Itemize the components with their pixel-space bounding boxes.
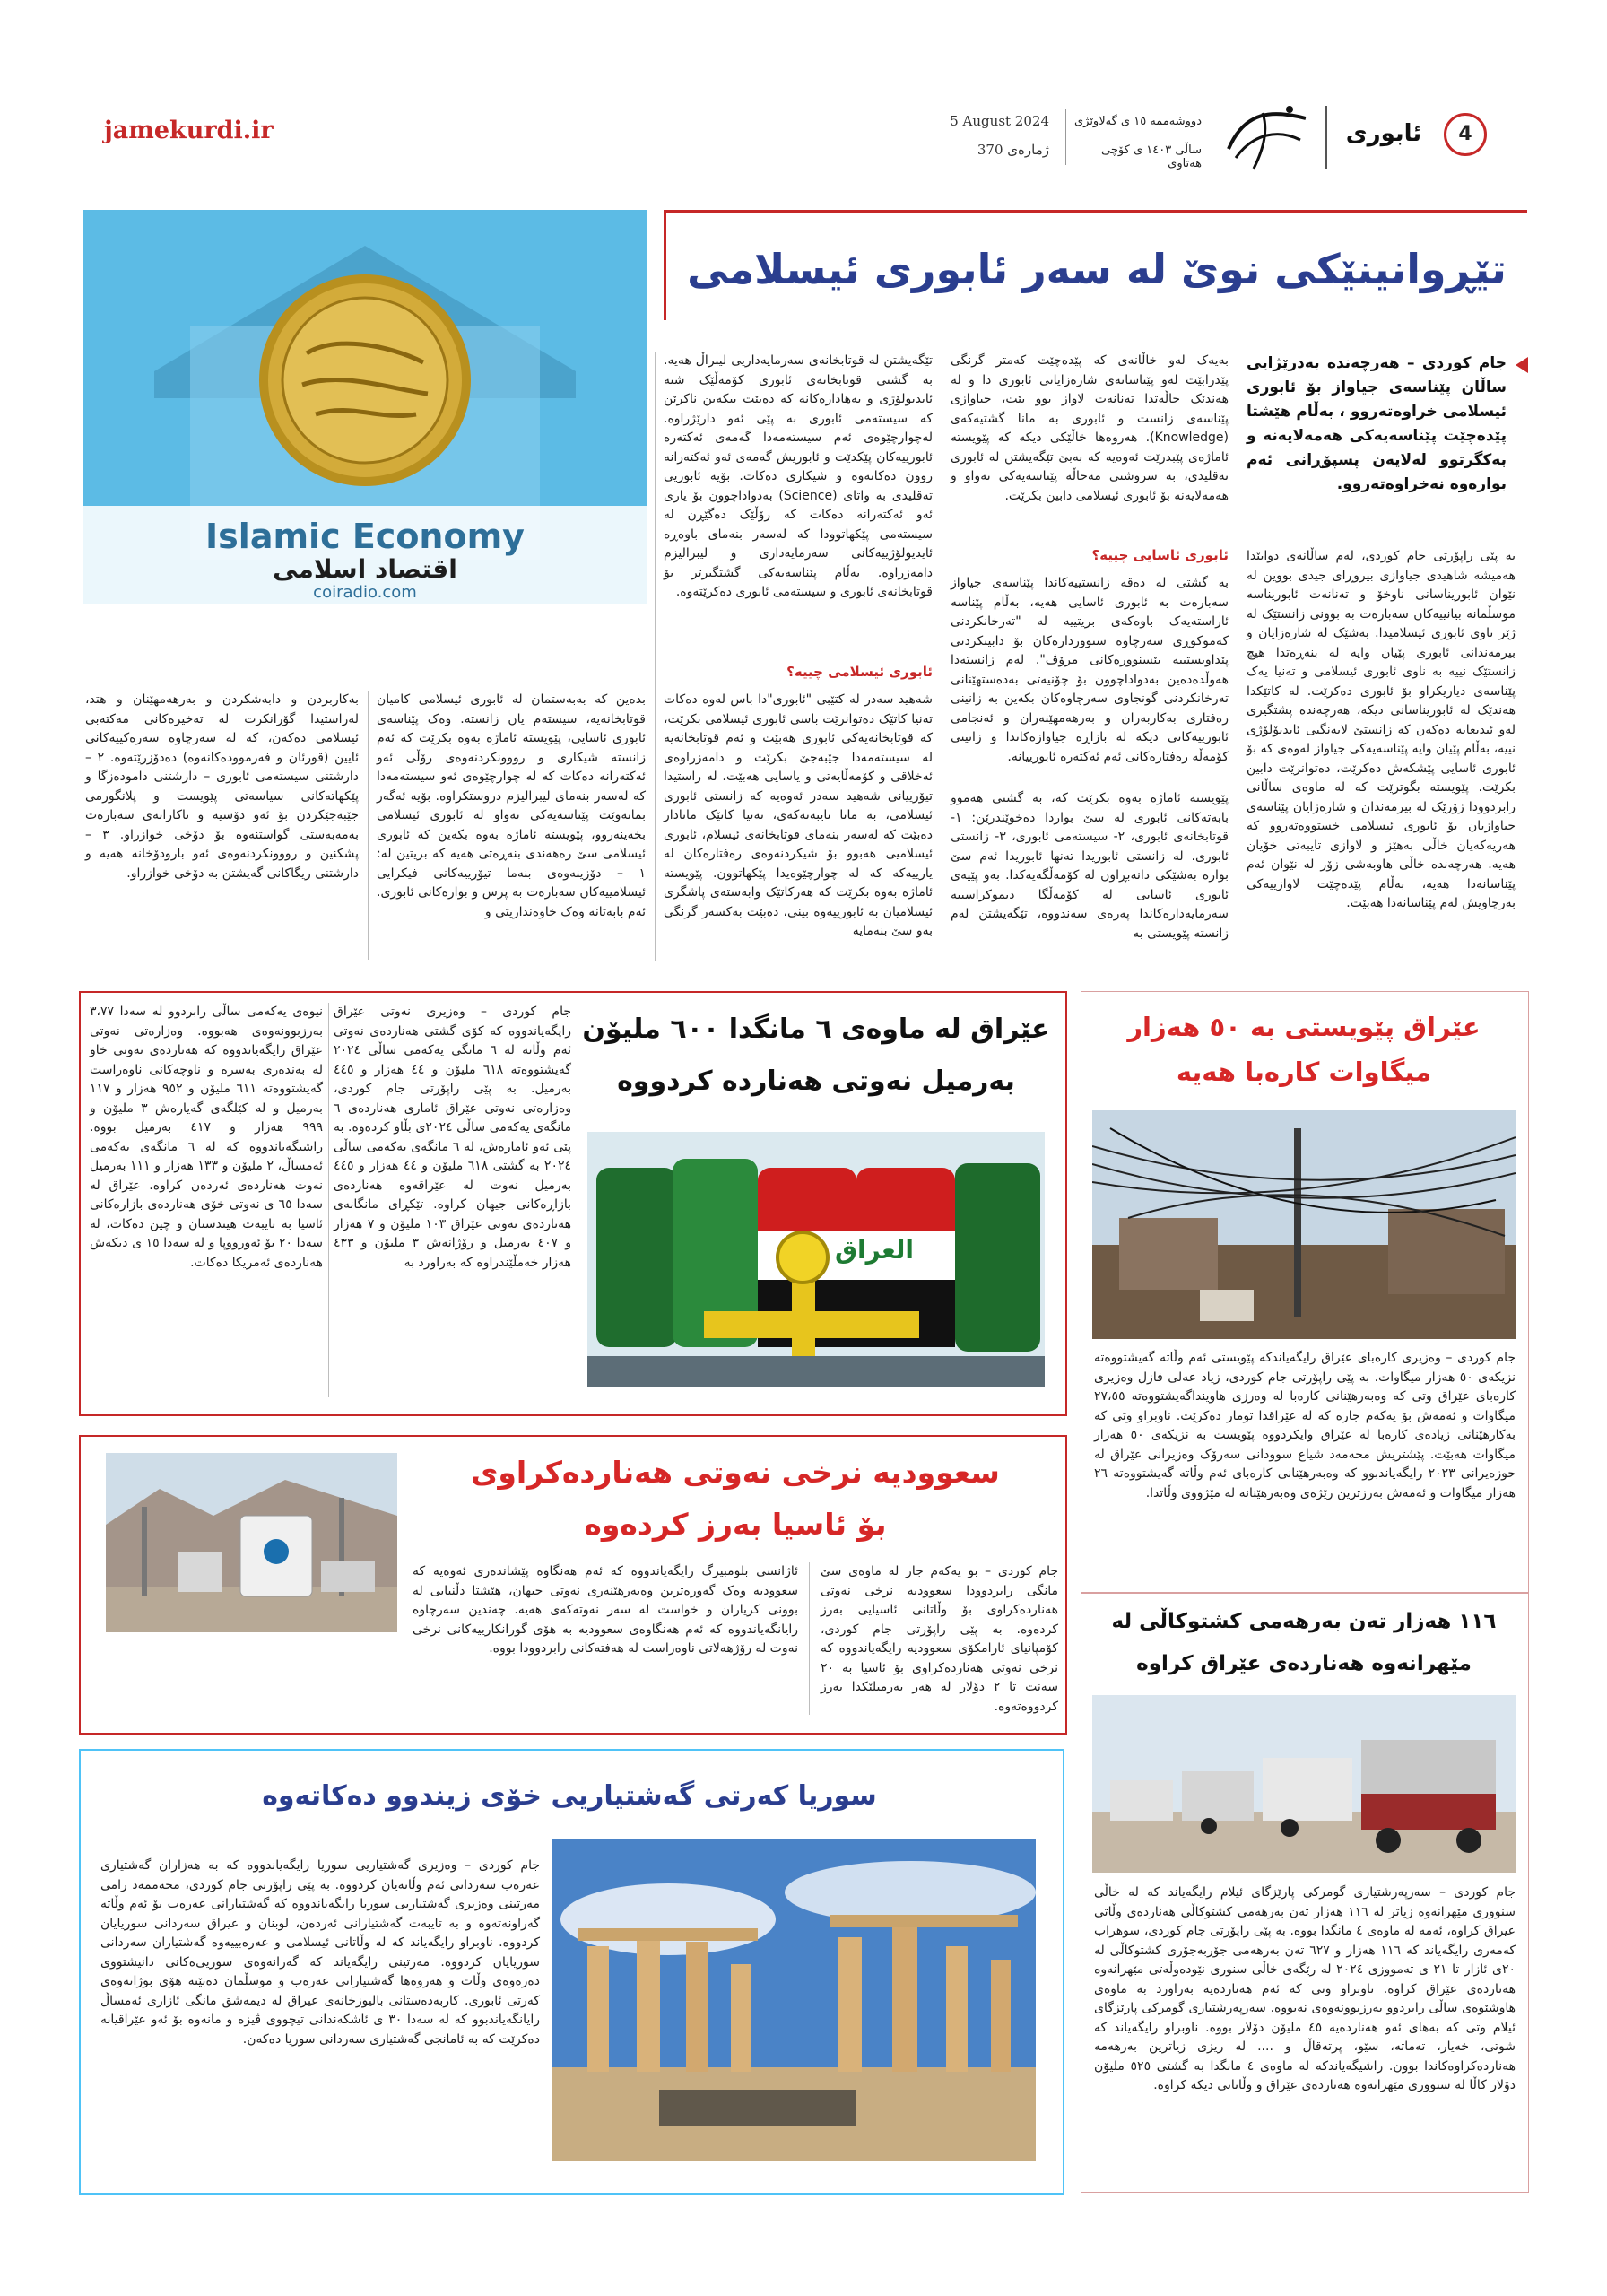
- article3-body: جام کوردی – وەزیری کارەبای عێراق رایگەیاندکە پێویستی ئەم وڵاتە گەیشتووەتە نزیکەی ٥٠ هەزار میگاوات. بە پێی راپۆرتی جام کوردی، زیاد عەلی فازل وەزیری کارەبای عێراق وتی کە وەبەرهێنانی کارەبا لە وەرزی هاوینداگەیشتووەتە ٢٧،٥٥ میگاوات و ئەمەش بۆ یەکەم جارە کە لە عێراقدا تومار دەکرێت. ناوبراو وتی کە بەکارهێنانی زیادەی کارەبا لە عێراق وایکردووە پێویست بە نزیکەی ٥٠ هەزار میگاوات هەبێت. پێشتریش محەمەد شیاع سوودانی سەرۆک وەزیرانی عێراق لە حوزەیرانی ٢٠٢٣ رایگەیاندبوو کە وەبەرهێنانی کارەبای ئەم وڵاتە گەیشتووەتە ٢٦ هەزار میگاوات و ئەمەش بەرزترین رێژەی وەبەرهێنانە لە مێژووی وڵاتدا.: [1094, 1351, 1516, 1500]
- article1-col4: بدەین کە بەبەستمان لە ئابوری ئیسلامی کامیان قوتابخانەیە، سیستەم یان زانستە. وەک پێناسەی ئابوری ئاسایی، پێویستە ئاماژە بەوە بکرێت کە ئەم زانستە شیکاری و رووونکردنەوەی رۆڵی ئەو ئەکتەرانە دەکات کە لە چوارچێوەی ئەو سیستەمەدا کە لەسەر بنەمای لیبرالیزم دروستکراوە. بۆیە ئەگەر بمانەوێت پێناسەیەکی تەواو لە ئابوری ئیسلامی بخەینەروو، پێویستە ئاماژە بەوە بکەین کە ئابوری ئیسلامی سێ رەهەندی بنەڕەتی هەیە کە بریتین لە: ١ – دۆزینەوەی بنەما تیۆرییەکانی فیکرایی ئیسلامییەکان سەبارەت بە پرس و بوارەکانی ئابوری. ئەم بابەتانە وەک خاوەنداریتی و: [377, 692, 646, 919]
- page-number: 4: [1458, 123, 1472, 145]
- article4-col2: ئاژانسی بلومبیرگ رایگەیاندووە کە ئەم هەنگاوە پێشاندەری ئەوەیە کە سعوودیە وەک گەورەترین وەبەرهێنەری نەوتی جیهان، هێشتا دڵنیایی لە بوونی کریاران و خواست لە سەر نەوتەکەی هەیە. چەندین سەرچاوە رایانگەیاندووە کە ئەم هەنگاوەی سعوودیە بە هۆی گورانکارییەکانی نرخی نەوت لە رۆژهەلاتی ناوەراست لە هەفتەکانی رابردوودا بووە.: [413, 1564, 798, 1656]
- issue-number: ژمارەی 370: [977, 142, 1049, 158]
- article1-col2: بەیەک لەو خاڵانەی کە پێدەچێت کەمتر گرنگی پێدرابێت لەو پێناسانەی شارەزایانی ئابوری دا و لە هەندێک حاڵەتدا تەنانەت لاواز بوو بێت، جیاوازی پێناسەی زانست و ئابوری بە مانا گشتیەکەی (Knowledge). هەروەها خاڵێکی دیکە کە پێویستە ئاماژەی پێبدرێت ئەوەیە کە بەبێ تێگەیشتن لە ئابوری تەقلیدی، بە سروشتی مەحاڵە پێناسەیەکی تەواو و هەمەلایەنە بۆ ئابوری ئیسلامی دابین بکرێت.: [951, 353, 1229, 503]
- image-caption-site: coiradio.com: [313, 583, 417, 602]
- oil-barrels-image: [587, 1132, 1045, 1387]
- article2-title-2: بەرمیل نەوتی هەناردە کردووە: [617, 1065, 1015, 1097]
- article1-col3: تێگەیشتن لە قوتابخانەی سەرمایەداریی لیبراڵ هەیە. بە گشتی قوتابخانەی ئابوری کۆمەڵێک شتە ئایدیولۆژی و بەهادارەکانە کە دەبێت بیکەین ناکرێن کە سیستەمی ئابوری بە پێی ئەو دارێژراوە. لەچوارچێوەی ئەم سیستەمەدا گەمەی ئەکتەرە ئابورییەکان پێکدێت و ئابوریش گەمەی ئەو ئەکتەرانە روون دەکاتەوە و شیکاری دەکات. بۆیە ئابوریی تەقلیدی بە واتای (Science) بەدواداچوون بۆ یاری ئەو ئەکتەرانە دەکات کە رۆڵێک دەگێڕن لە سیستەمی پێکهاتوودا کە لەسەر بنەمای باوەڕە ئایدیولۆژییەکانی سەرمایەداری و لیبرالیزم دامەزراوە. بەڵام پێناسەیەکی گشتگیرتر بۆ قوتابخانەی ئابوری و سیستەمی ئابوری دەکرێتەوە.: [664, 353, 933, 599]
- trucks-illustration: [1092, 1695, 1516, 1873]
- col-divider: [328, 1003, 329, 1397]
- newspaper-logo: [1218, 93, 1316, 174]
- article1-col5: بەکاربردن و دابەشکردن و بەرهەمهێنان و هتد، لەراستیدا گۆرانکرت لە تەخیرەکانی مەکتەبی ئیسلامی دەکەن، کە لە سەرچاوە سەرەکییەکانی ئایین (قورئان و فەرموودەکانەوە) دەدۆزرێتەوە. ٢ – دارشتنی سیستەمی ئابوری – دارشتنی دامودەزگا و پێکهاتەکانی سیاسەتی پێویست و پلانگورمی جێبەجێکردن بۆ ئەو دۆسیە و ناکارانەی سەبارەت بەمەبەستی گواستنەوە بۆ دۆخی خوازراو. ٣ – پشکنین و رووونکردنەوەی ئەو بارودۆخانە هەیە و دارشتنی ریگاکانی گەیشتن بە دۆخی خوازراو.: [85, 692, 359, 881]
- article5-title-1: ١١٦ هەزار تەن بەرهەمی کشتوکاڵی لە: [1111, 1610, 1497, 1633]
- article6-body: جام کوردی – وەزیری گەشتیاریی سوریا رایگەیاندووە کە بە هەزاران گەشتیاری عەرەب سەردانی ئەم وڵاتەیان کردووە. بە پێی راپۆرتی جام کوردی، محەممەد رامی مەرتینی وەزیری گەشتیاریی سوریا رایگەیاندووە کە گەشتیارانی عەرەب بۆ ئەم وڵاتە گەراونەتەوە و بە تایبەت گەشتیارانی ئەردەن، لوبنان و عیراق سەردانی سوریایان کردووە. ناوبراو رایگەیاند کە لە وڵاتانی ئیسلامی و عەرەبییەوە گەشتیاران سەردانی سوریایان کردووە. مەرتینی رایگەیاند کە گەرانەوەی سوریی‌ەکانی دانیشتووی دەرەوەی وڵات و هەروەها گەشتیارانی عەرەب و موسڵمان دەبێتە هۆی بوژانەوەی کەرتی ئابوری. کاربەدەستانی بالیوزخانەی عیراق لە دیمەشق مانگی ئازاری ئەمساڵ رایانگەیاندبوو کە لە سەدا ٣٠ ی ئاشکەندانی تیچووی ڤیزە و مانەوە بۆ ئەو عێراقیانە دەکرێت کە بە ئامانجی گەشتیاری سەردانی سوریا دەکەن.: [100, 1858, 540, 2047]
- article2-col1: جام کوردی – وەزیری نەوتی عێراق راپگەیاندووە کە کۆی گشتی هەناردەی نەوتی ئەم وڵاتە لە ٦ مانگی یەکەمی ساڵی ٢٠٢٤ گەیشتووەتە ٦١٨ ملیۆن و ٤٤ هەزار و ٤٤٥ بەرمیل. بە پێی راپۆرتی جام کوردی، وەزارەتی نەوتی عێراق ئاماری هەناردەی ٦ مانگەی یەکەمی ساڵی ٢٠٢٤ی بڵاو کردەوە. بە پێی ئەو ئامارەش، لە ٦ مانگەی یەکەمی ساڵی ٢٠٢٤ بە گشتی ٦١٨ ملیۆن و ٤٤ هەزار و ٤٤٥ بەرمیل نەوت لە عێراقەوە هەناردەی بازاڕەکانی جیهان کراوە. تێکڕای مانگانەی هەناردەی نەوتی عێراق ١٠٣ ملیۆن و ٧ هەزار و ٤٠٧ بەرمیل و رۆژانەش ٣ ملیۆن و ٤٣٣ هەزار خەمڵێندراوە کە بەراورد بە: [334, 1004, 572, 1270]
- article1-col2c: پێویستە ئاماژە بەوە بکرێت کە، بە گشتی هەموو بابەتەکانی ئابوری لە سێ بواردا دەخوێندرێن: ١- قوتابخانەی ئابوری، ٢- سیستەمی ئابوری، ٣- زانستی ئابوری. لە زانستی ئابوریدا تەنها ئابوریدا ئەم سێ بوارە بەشێکی دانەبڕاون لە کۆمەڵگەیەکدا. بەو پێیەی ئابوری ئاسایی لە کۆمەڵگا دیموکراسییە سەرمایەدارەکاندا پەرەی سەندووە، تێگەیشتن لەم زانستە پێویستی بە: [951, 791, 1229, 941]
- palmyra-image: [552, 1839, 1036, 2161]
- article1-col2b: بە گشتی لە دەقە زانستییەکاندا پێناسەی جیاواز سەبارەت بە ئابوری ئاسایی هەیە، بەڵام پێناسە ئاراستەیەک باوەکەی بریتییە لە "تەرخانکردنی کەموکوڕی سەرچاوە سنووردارەکان بۆ دابینکردنی پێداویستییە بێسنوورەکانی مرۆڤ". لەم زانستەدا هەوڵدەدەین بەدواداچوون بۆ چۆنیەتی بەدەستهێنانی تەرخانکردنی گونجاوی سەرچاوەکان بکەین بە زانینی رەفتاری بەکاربەران و بەرهەمهێنەران و ئەنجامی ئابورییەکانی دیکە لە بازاڕە جیاوازەکاندا و زانینی کۆمەڵە رەفتارەکانی ئەم ئەکتەرە ئابورییانە.: [951, 576, 1229, 764]
- site-url[interactable]: jamekurdi.ir: [104, 117, 274, 144]
- article6-title: سوریا کەرتی گەشتیاریی خۆی زیندوو دەکاتەوە: [262, 1780, 877, 1812]
- article4-col1: جام کوردی – بو یەکەم جار لە ماوەی سێ مانگی رابردوودا سعوودیە نرخی نەوتی هەناردەکراوی بۆ وڵاتانی ئاسیایی بەرز کردەوە. بە پێی راپۆرتی جام کوردی، کۆمپانیای ئارامکۆی سعوودیە رایگەیاندووە کە نرخی نەوتی هەناردەکراوی بۆ ئاسیا بە ٢٠ سەنت تا ٢ دۆلار لە هەر بەرمیلێکدا بەرز کردووەتەوە.: [821, 1564, 1058, 1714]
- date-english: 5 August 2024: [950, 113, 1049, 129]
- coin-image: [83, 210, 647, 604]
- article1-lead: جام کوردی – هەرچەندە بەدرێژایی ساڵان پێناسەی جیاواز بۆ ئابوری ئیسلامی خراوەتەروو ، بەڵام هێشتا پێدەچێت پێناسەیەکی هەمەلایەنە و بەکگرتوو لەلایەن پسپۆڕانی ئەم بوارەوە نەخراوەتەروو.: [1247, 354, 1507, 493]
- article5-title-2: مێهرانەوە هەناردەی عێراق کراوە: [1136, 1652, 1472, 1675]
- article1-col1: بە پێی راپۆرتی جام کوردی، لەم ساڵانەی دوایێدا هەمیشە شاهیدی جیاوازی بیروڕای جیدی بووین لە نێوان ئابوریناسانی ناوخۆ و تەنانەت ئابوریناسە موسڵمانە بیانییەکان سەبارەت بە بوونی زانستێک لە ژێر ناوی ئابوری ئیسلامیدا. بەشێک لە شارەزایان و بیرمەندانی ئابوری پێیان وایە لە بنەڕەتدا هیچ زانستێک نییە بە ناوی ئابوری ئیسلامی و تەنیا یەک پێناسەی دیاریکراو بۆ ئابوری دەکرێت. لە کاتێکدا هەندێک لە ئابوریناسانی دیکە، هەرچەندە پشتگیری لەو ئیدیعایە دەکەن کە زانستێ لایەنگیی ئایدیۆلۆژی نییە، بەڵام پێیان وایە پێناسەیەکی جیاواز لەوەی کە بۆ ئابوری ئاسایی پێشکەش دەکرێت، دەتوانرێت دابین بکرێت. پێویستە بگوترێت کە لە ماوەی ساڵانی رابردوودا زۆرێک لە بیرمەندان و شارەزایان پێناسەی جیاوازیان بۆ ئابوری ئیسلامی خستووەتەروو کە هەریەکەیان خاڵی بەهێز و لاوازی تایبەتی خۆیان هەیە. هەرچەندە خاڵی هاوبەشی زۆر لە نێوان ئەم پێناسانەدا هەیە، بەڵام پێدەچێت لاوازییەکی بەرچاویش لەم پێناسانەدا هەبێت.: [1247, 549, 1516, 910]
- palmyra-illustration: [552, 1839, 1036, 2161]
- barrel-label: العراق: [835, 1235, 914, 1265]
- date-kurdish-1: دووشەممە ١٥ ی گەلاوێژی: [1073, 115, 1202, 128]
- article1-col3b: شەهید سەدر لە کتێبی "ئابوری"دا باس لەوە دەکات تەنیا کاتێک دەتوانرێت باسی ئابوری ئیسلامی بکرێت، کە قوتابخانەیەکی ئابوری هەبێت و ئەم قوتابخانەیە لە سیستەمەدا جێبەجێ بکرێت و دامەزراوەی ئەخلاقی و کۆمەڵایەتی و یاسایی هەبێت. لە راستیدا تیۆرییانی شەهید سەدر ئەوەیە کە زانستی ئابوری ئیسلامی، بە مانا تایبەتەکەی، تەنیا کاتێک مانادار دەبێت کە لەسەر بنەمای قوتابخانەی ئیسلام، ئابوری ئیسلامیی هەبوو بۆ شیکردنەوەی رەفتارەکان لە یارییەکە کە لە چوارچێوەیدا پێکهاتوون. پێویستە ئاماژە بەوە بکرێت کە هەرکاتێک وابەستەی پاشگری ئیسلامیان بە ئابورییەوە بینی، دەبێت بەکسەر گرنگی بەو سێ بنەمایە: [664, 692, 933, 938]
- col-divider: [809, 1562, 810, 1715]
- image-caption-persian: اقتصاد اسلامی: [273, 554, 457, 584]
- col-divider: [368, 691, 369, 960]
- article1-lead-arrow: [1516, 357, 1528, 373]
- page-number-badge: [1444, 113, 1487, 156]
- article1-subheading-1: ئابوری ئاسایی چییە؟: [1091, 547, 1229, 563]
- col-divider: [655, 352, 656, 961]
- article1-subheading-2: ئابوری ئیسلامی چییە؟: [786, 664, 933, 680]
- power-lines-image: [1092, 1110, 1516, 1339]
- date-kurdish-2: ساڵی ١٤٠٣ ی کۆچی هەتاوی: [1101, 144, 1202, 170]
- refinery-image: [106, 1453, 397, 1632]
- image-caption-english: Islamic Economy: [205, 517, 525, 556]
- power-lines-illustration: [1092, 1110, 1516, 1339]
- article1-title: تێڕوانینێکی نوێ لە سەر ئابوری ئیسلامی: [687, 245, 1507, 293]
- header-divider-2: [1325, 106, 1327, 169]
- article2-title-1: عێراق لە ماوەی ٦ مانگدا ٦٠٠ ملیۆن: [582, 1013, 1050, 1045]
- article5-body: جام کوردی – سەرپەرشتیاری گومرکی پارێزگای ئیلام رایگەیاند کە لە خاڵی سنووری مێهرانەوە زیاتر لە ١١٦ هەزار تەن بەرهەمی کشتوکاڵی هەناردەی وڵاتی عیراق کراوە، ئەمە لە ماوەی ٤ مانگدا بووە. بە پێی راپۆرتی جام کوردی، سوهراب کەمەری رایگەیاند کە ١١٦ هەزار و ٦٢٧ تەن بەرهەمی جۆربەجۆری کشتوکاڵی لە ٢٠ی ئازار تا ٢١ ی تەمووزی ٢٠٢٤ لە رێگەی خاڵی سنوری نێودەوڵەتی مێهرانەوە هەناردەی عێراق کراوە. ناوبراو وتی کە ئەم هەناردەیە بەراورد بە ماوەی هاوشێوەی ساڵی رابردوو بەرزبوونەوەی نەبووە. سەرپەرشتیاری گومرکی پارێزگای ئیلام وتی کە بەهای ئەو هەناردەیە ٤٥ ملیۆن دۆلار بووە. ناوبراو رایگەیاند کە شوتی، خەیار، تەماتە، سێو، پرتەقاڵ و .... لە ریزی زیاترین بەرهەمە هەناردەکراوەکاندا بوون. راشیگەیاندکە لە ماوەی ٤ مانگدا بە گشتی ٥٢٥ ملیۆن دۆلار کاڵا لە سنووری مێهرانەوە هەناردەی عێراق و وڵاتانی دیکە کراوە.: [1094, 1885, 1516, 2092]
- trucks-image: [1092, 1695, 1516, 1873]
- header-divider: [1065, 109, 1066, 165]
- article4-title-2: بۆ ئاسیا بەرز کردەوە: [584, 1507, 887, 1542]
- refinery-illustration: [106, 1453, 397, 1632]
- section-name: ئابوری: [1345, 120, 1422, 147]
- article3-title-1: عێراق پێویستی بە ٥٠ هەزار: [1127, 1012, 1481, 1042]
- article1-title-box: [664, 210, 1527, 320]
- logo-mark-icon: [1218, 93, 1316, 174]
- article3-title-2: میگاوات کارەبا هەیە: [1176, 1057, 1432, 1087]
- article4-title-1: سعوودیە نرخی نەوتی هەناردەکراوی: [471, 1455, 1000, 1490]
- article2-col2: نیوەی یەکەمی ساڵی رابردوو لە سەدا ٣،٧٧ بەرزبوونەوەی هەبووە. وەزارەتی نەوتی عێراق رایگەیاندووە کە هەناردەی نەوتی خاو لە بەندەری بەسرە و ناوچەکانی ناوەراست گەیشتووەتە ٦١١ ملیۆن و ٩٥٢ هەزار و ١١٧ بەرمیل و لە کێلگەی گەیارەش ٣ ملیۆن و ٩٩٩ هەزار و ٤١٧ بەرمیل بووە. راشیگەیاندووە کە لە ٦ مانگەی یەکەمی ئەمساڵ، ٢ ملیۆن و ١٣٣ هەزار و ١١١ بەرمیل نەوت هەناردەی ئەردەن کراوە. عێراق لە سەدا ٦٥ ی نەوتی خۆی هەناردەی بازارەکانی ئاسیا بە تایبەت هیندستان و چین دەکات، لە سەدا ٢٠ بۆ ئەورووپا و لە سەدا ١٥ ی دیکەش هەناردەی ئەمریکا دەکات.: [90, 1004, 324, 1270]
